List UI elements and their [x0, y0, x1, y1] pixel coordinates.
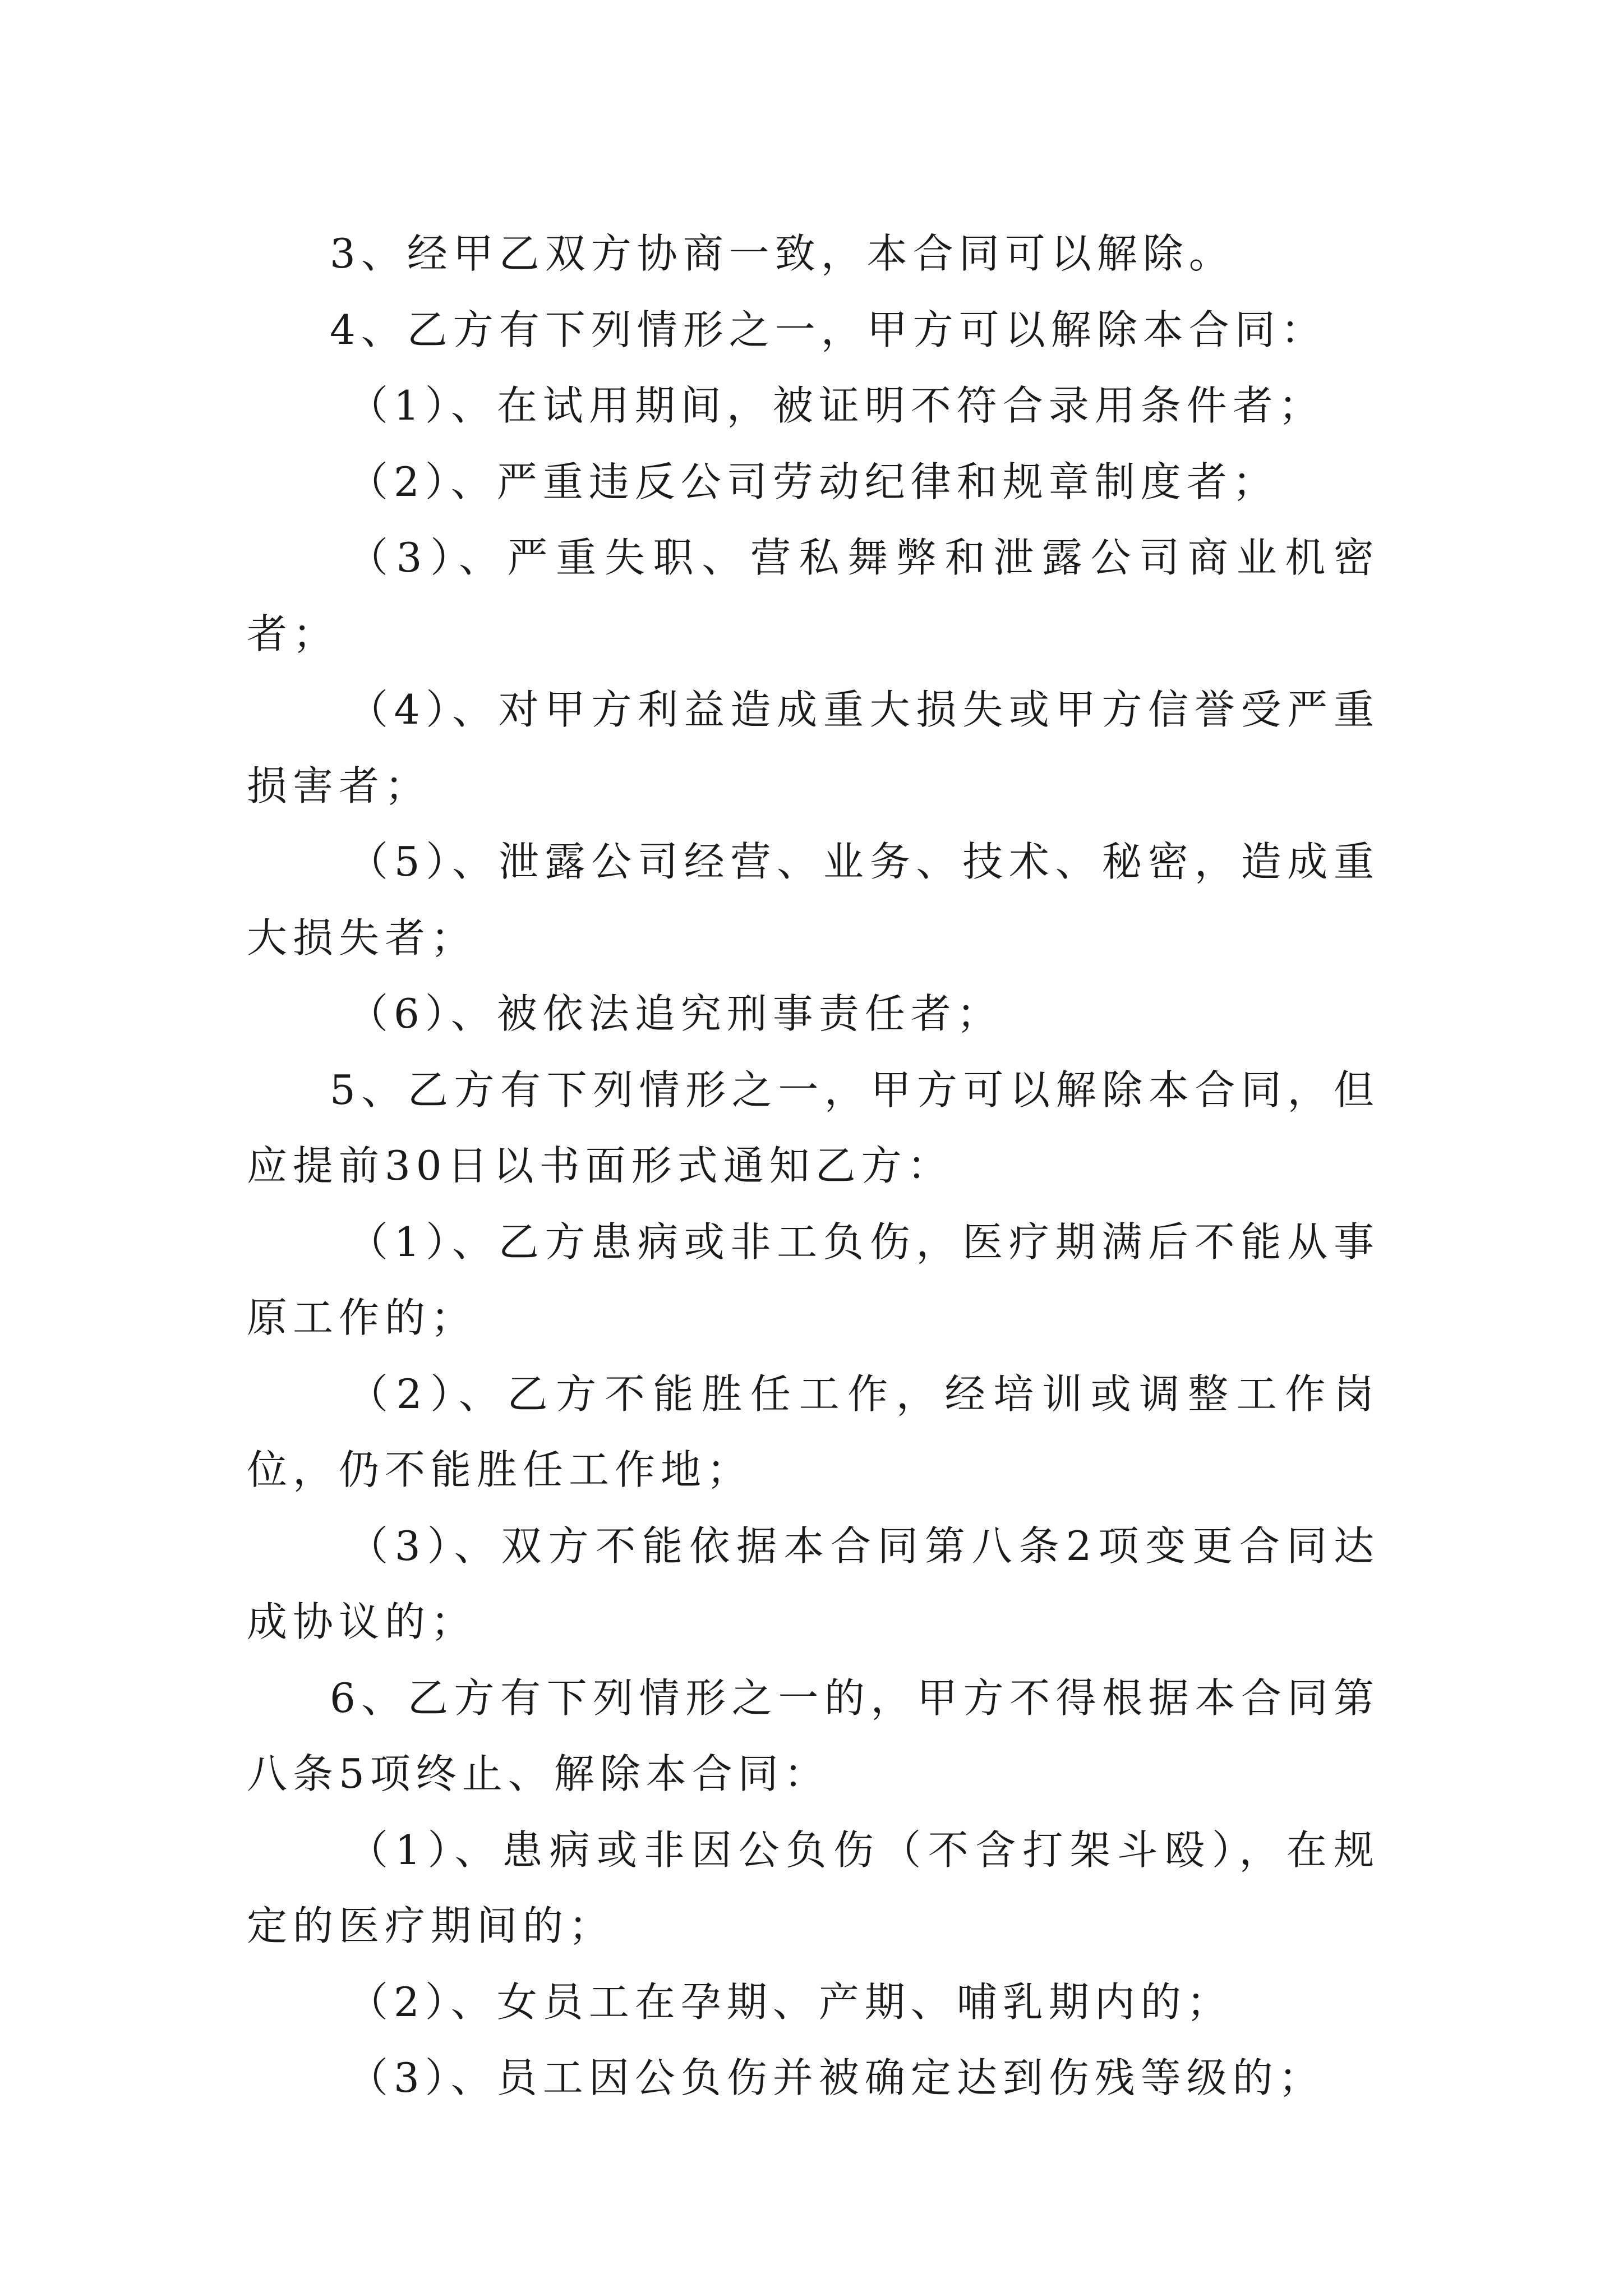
clause-6-item-1: （1）、患病或非因公负伤（不含打架斗殴），在规定的医疗期间的；: [247, 1826, 1380, 1949]
clause-4-item-6: （6）、被依法追究刑事责任者；: [348, 990, 1003, 1037]
clause-3: 3、经甲乙双方协商一致，本合同可以解除。: [330, 230, 1235, 277]
clause-5-item-1: （1）、乙方患病或非工负伤，医疗期满后不能从事原工作的；: [247, 1218, 1380, 1341]
clause-4-heading: 4、乙方有下列情形之一，甲方可以解除本合同：: [330, 306, 1327, 353]
clause-4-item-4: （4）、对甲方利益造成重大损失或甲方信誉受严重损害者；: [247, 686, 1380, 809]
clause-4-item-3: （3）、严重失职、营私舞弊和泄露公司商业机密者；: [247, 534, 1380, 657]
clause-5-item-2: （2）、乙方不能胜任工作，经培训或调整工作岗位，仍不能胜任工作地；: [247, 1370, 1380, 1493]
clause-5-item-3: （3）、双方不能依据本合同第八条2项变更合同达成协议的；: [247, 1522, 1380, 1645]
clause-5-heading: 5、乙方有下列情形之一，甲方可以解除本合同，但应提前30日以书面形式通知乙方：: [247, 1066, 1380, 1189]
clause-4-item-1: （1）、在试用期间，被证明不符合录用条件者；: [348, 382, 1325, 429]
clause-6-item-3: （3）、员工因公负伤并被确定达到伤残等级的；: [348, 2054, 1325, 2101]
clause-6-item-2: （2）、女员工在孕期、产期、哺乳期内的；: [348, 1978, 1233, 2026]
clause-6-heading: 6、乙方有下列情形之一的，甲方不得根据本合同第八条5项终止、解除本合同：: [247, 1674, 1380, 1797]
clause-4-item-5: （5）、泄露公司经营、业务、技术、秘密，造成重大损失者；: [247, 838, 1380, 961]
document-body: [247, 216, 1380, 2116]
clause-4-item-2: （2）、严重违反公司劳动纪律和规章制度者；: [348, 458, 1279, 505]
